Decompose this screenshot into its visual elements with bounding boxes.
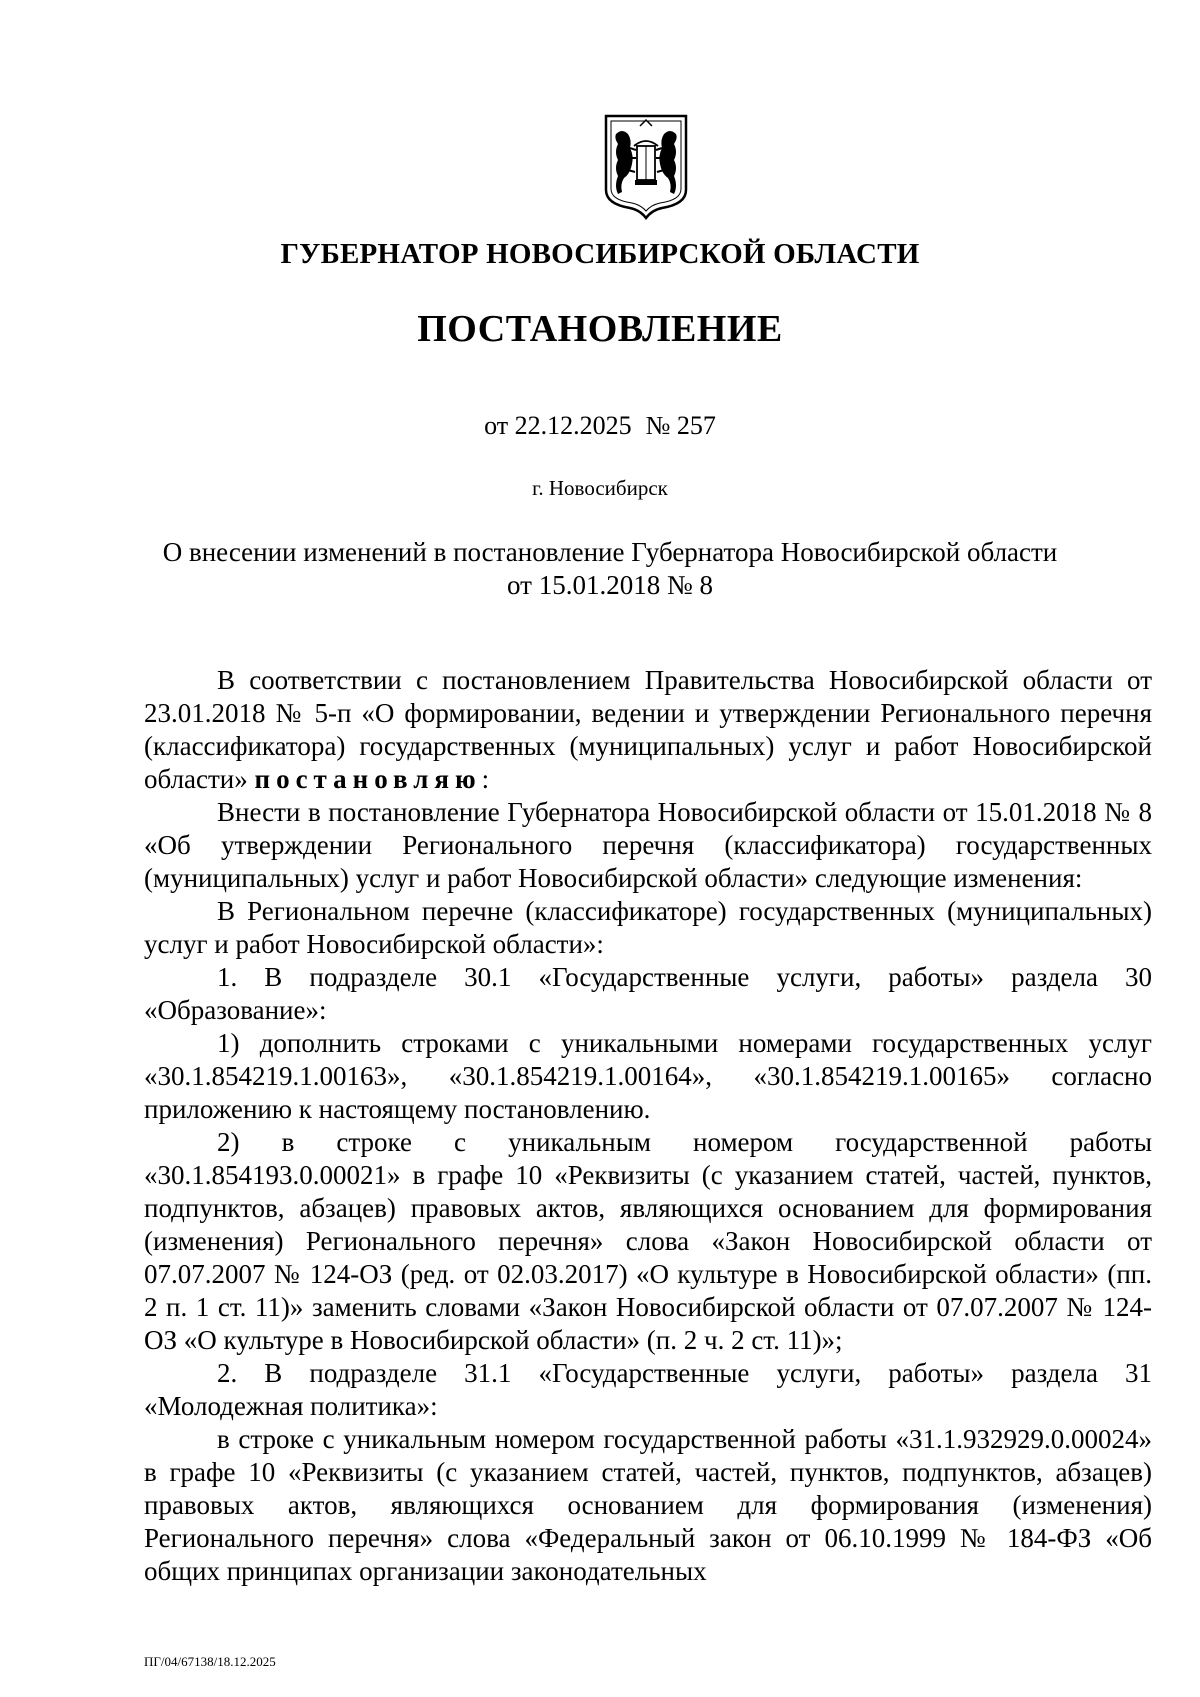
subject-line-2: от 15.01.2018 № 8 bbox=[507, 570, 713, 600]
document-subject bbox=[150, 536, 1070, 602]
document-type: ПОСТАНОВЛЕНИЕ bbox=[417, 308, 783, 350]
paragraph-preamble: В соответствии с постановлением Правительства Новосибирской области от 23.01.2018 № 5-п «О формировании, ведении и утверждении Регионального перечня (классификатора) государственных (муниципальных) услуг и работ Новосибирской области» постановляю: bbox=[144, 665, 1152, 794]
paragraph-item-1-1: 1) дополнить строками с уникальными номерами государственных услуг «30.1.854219.1.00163», «30.1.854219.1.00164», «30.1.854219.1.00165» согласно приложению к настоящему постановлению. bbox=[144, 1028, 1152, 1124]
city: г. Новосибирск bbox=[532, 476, 668, 500]
paragraph-list-intro: В Региональном перечне (классификаторе) государственных (муниципальных) услуг и работ Новосибирской области»: bbox=[144, 896, 1152, 959]
footer-registration-code: ПГ/04/67138/18.12.2025 bbox=[144, 1654, 276, 1669]
paragraph-amend: Внести в постановление Губернатора Новосибирской области от 15.01.2018 № 8 «Об утверждении Регионального перечня (классификатора) государственных (муниципальных) услуг и работ Новосибирской области» следующие изменения: bbox=[144, 797, 1152, 893]
document-body bbox=[144, 664, 1152, 1588]
resolve-word: постановляю bbox=[254, 764, 482, 794]
coat-of-arms-icon bbox=[602, 112, 690, 220]
date-number-line bbox=[0, 411, 1200, 441]
document-number: № 257 bbox=[645, 411, 716, 440]
document-date: от 22.12.2025 bbox=[484, 411, 632, 440]
issuing-authority: ГУБЕРНАТОР НОВОСИБИРСКОЙ ОБЛАСТИ bbox=[280, 238, 920, 270]
paragraph-item-2: 2. В подразделе 31.1 «Государственные услуги, работы» раздела 31 «Молодежная политика»: bbox=[144, 1358, 1152, 1421]
subject-line-1: О внесении изменений в постановление Губернатора Новосибирской области bbox=[162, 537, 1058, 567]
paragraph-item-2-1: в строке с уникальным номером государственной работы «31.1.932929.0.00024» в графе 10 «Реквизиты (с указанием статей, частей, пунктов, подпунктов, абзацев) правовых актов, являющихся основанием для формирования (изменения) Регионального перечня» слова «Федеральный закон от 06.10.1999 № 184-ФЗ «Об общих принципах организации законодательных bbox=[144, 1424, 1152, 1586]
paragraph-item-1: 1. В подразделе 30.1 «Государственные услуги, работы» раздела 30 «Образование»: bbox=[144, 962, 1152, 1025]
paragraph-item-1-2: 2) в строке с уникальным номером государственной работы «30.1.854193.0.00021» в графе 10 «Реквизиты (с указанием статей, частей, пунктов, подпунктов, абзацев) правовых актов, являющихся основанием для формирования (изменения) Регионального перечня» слова «Закон Новосибирской области от 07.07.2007 № 124-ОЗ (ред. от 02.03.2017) «О культуре в Новосибирской области» (пп. 2 п. 1 ст. 11)» заменить словами «Закон Новосибирской области от 07.07.2007 № 124-ОЗ «О культуре в Новосибирской области» (п. 2 ч. 2 ст. 11)»; bbox=[144, 1127, 1152, 1355]
